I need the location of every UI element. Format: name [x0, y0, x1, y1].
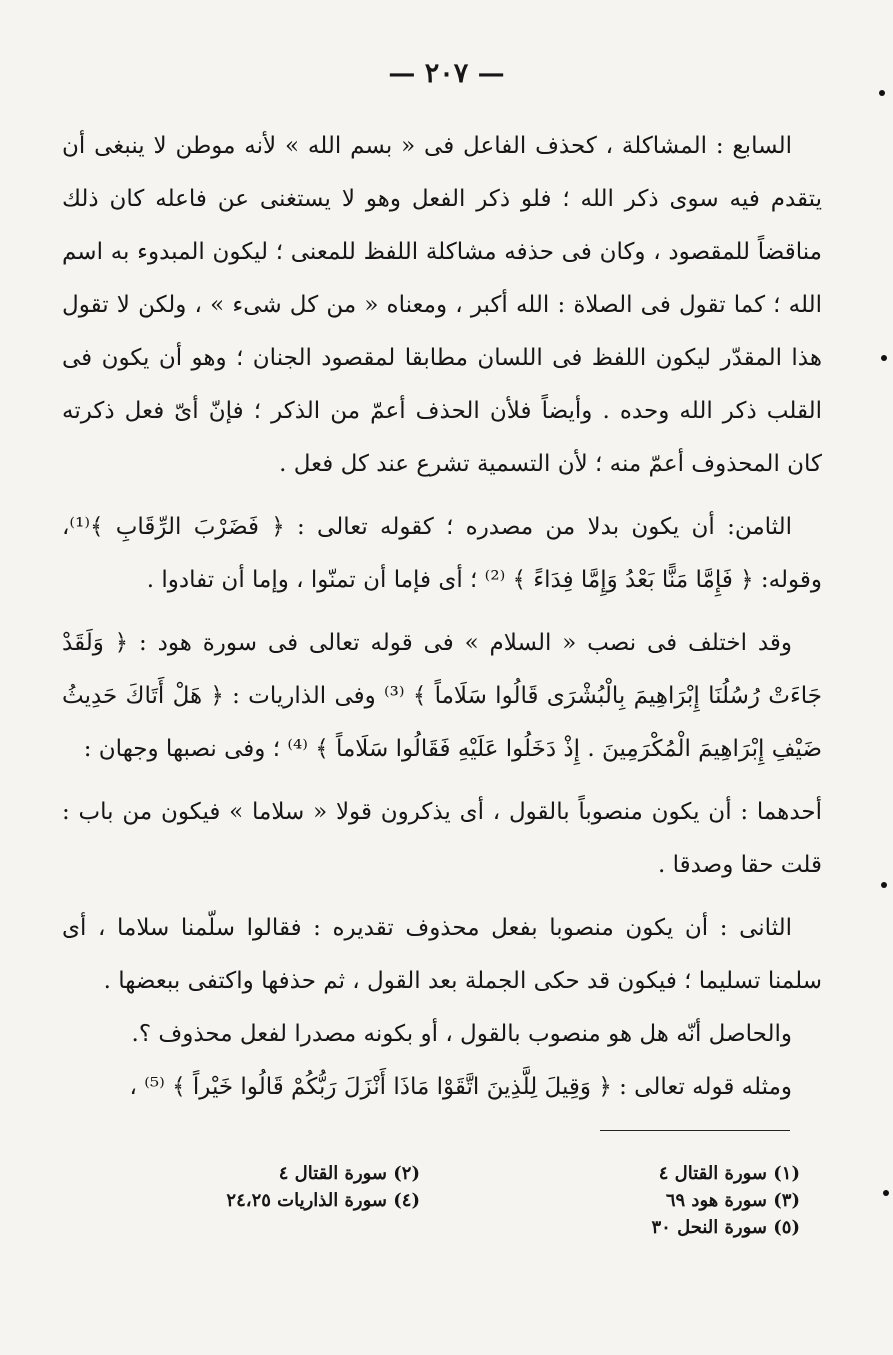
- paragraph-first-view: أحدهما : أن يكون منصوباً بالقول ، أى يذكرون قولا « سلاما » فيكون من باب : قلت حقا وصدقا .: [62, 799, 822, 878]
- margin-speck: [881, 882, 887, 888]
- footnotes-right-column: [651, 1160, 800, 1241]
- footnote-3: (٣) سورة هود ٦٩: [665, 1190, 800, 1211]
- page-number: — ٢٠٧ —: [388, 58, 505, 89]
- paragraph-similar-example: ومثله قوله تعالى : ﴿ وَقِيلَ لِلَّذِينَ اتَّقَوْا مَاذَا أَنْزَلَ رَبُّكُمْ قَالُوا خَيْراً ﴾ ⁽⁵⁾ ،: [129, 1074, 792, 1100]
- footnote-1: (١) سورة القتال ٤: [658, 1163, 800, 1184]
- footnote-divider: [600, 1130, 790, 1131]
- footnotes: [120, 1160, 800, 1260]
- paragraph-second-view: الثانى : أن يكون منصوبا بفعل محذوف تقديره : فقالوا سلّمنا سلاما ، أى سلمنا تسليما ؛ فيكون قد حكى الجملة بعد القول ، ثم حذفها واكتفى ببعضها .: [62, 915, 822, 994]
- paragraph-seventh: السابع : المشاكلة ، كحذف الفاعل فى « بسم الله » لأنه موطن لا ينبغى أن يتقدم فيه سوى ذكر الله ؛ فلو ذكر الفعل وهو لا يستغنى عن فاعله كان ذلك مناقضاً للمقصود ، وكان فى حذفه مشاكلة اللفظ للمعنى ؛ ليكون المبدوء به اسم الله ؛ كما تقول فى الصلاة : الله أكبر ، ومعناه « من كل شىء » ، ولكن لا تقول هذا المقدّر ليكون اللفظ فى اللسان مطابقا لمقصود الجنان ؛ وهو أن يكون فى القلب ذكر الله وحده . وأيضاً فلأن الحذف أعمّ من الذكر ؛ فإنّ أىّ فعل ذكرته كان المحذوف أعمّ منه ؛ لأن التسمية تشرع عند كل فعل .: [62, 133, 822, 477]
- margin-speck: [881, 355, 887, 361]
- paragraph-salam-dispute: وقد اختلف فى نصب « السلام » فى قوله تعالى فى سورة هود : ﴿ وَلَقَدْ جَاءَتْ رُسُلُنَا إِبْرَاهِيمَ بِالْبُشْرَى قَالُوا سَلَاماً ﴾ ⁽³⁾ وفى الذاريات : ﴿ هَلْ أَتَاكَ حَدِيثُ ضَيْفِ إِبْرَاهِيمَ الْمُكْرَمِينَ . إِذْ دَخَلُوا عَلَيْهِ فَقَالُوا سَلَاماً ﴾ ⁽⁴⁾ ؛ وفى نصبها وجهان :: [62, 630, 822, 762]
- footnote-4: (٤) سورة الذاريات ٢٤،٢٥: [226, 1190, 420, 1211]
- paragraph-eighth: الثامن: أن يكون بدلا من مصدره ؛ كقوله تعالى : ﴿ فَضَرْبَ الرِّقَابِ ﴾⁽¹⁾، وقوله: ﴿ فَإِمَّا مَنًّا بَعْدُ وَإِمَّا فِدَاءً ﴾ ⁽²⁾ ؛ أى فإما أن تمنّوا ، وإما أن تفادوا .: [62, 514, 822, 593]
- margin-speck: [883, 1190, 889, 1196]
- margin-speck: [879, 90, 885, 96]
- paragraph-conclusion: والحاصل أنّه هل هو منصوب بالقول ، أو بكونه مصدرا لفعل محذوف ؟.: [131, 1021, 792, 1047]
- footnote-5: (٥) سورة النحل ٣٠: [651, 1217, 800, 1238]
- main-text: [62, 120, 822, 1114]
- footnote-2: (٢) سورة القتال ٤: [278, 1163, 420, 1184]
- footnotes-left-column: [226, 1160, 420, 1214]
